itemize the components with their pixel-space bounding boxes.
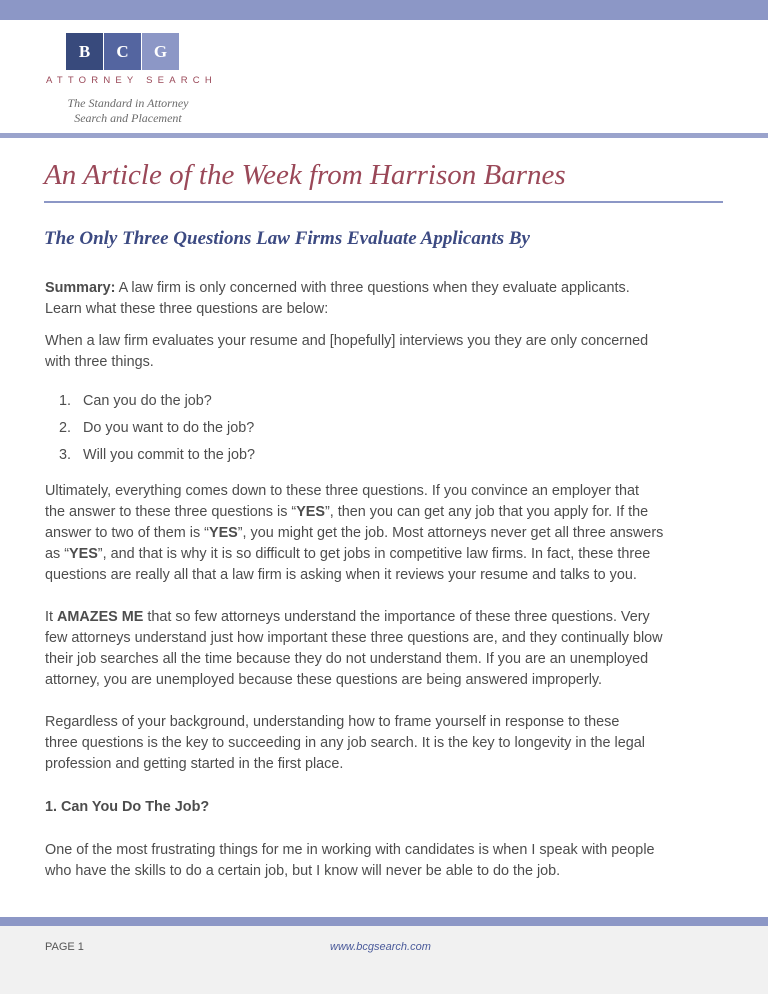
top-color-bar [0, 0, 768, 20]
logo-letter-g: G [142, 33, 179, 70]
paragraph-regardless: Regardless of your background, understanding how to frame yourself in response to these three questions is the key to succeeding in any job search. It is the key to longevity in the legal profession and getting started in the first place. [45, 714, 645, 772]
heading-divider [44, 201, 723, 203]
logo-subtitle: ATTORNEY SEARCH [46, 75, 217, 86]
paragraph-ultimately: Ultimately, everything comes down to these three questions. If you convince an employer that the answer to these three questions is “YES”, then you can get any job that you apply for. If the answer to two of them is “YES”, you might get the job. Most attorneys never get all three answers as “YES”, and that is why it is so difficult to get jobs in competitive law firms. In fact, these three questions are really all that a law firm is asking when it reviews your resume and talks to you. [45, 483, 664, 583]
list-item: 2. Do you want to do the job? [59, 420, 255, 436]
tagline-line-1: The Standard in Attorney [67, 96, 189, 110]
logo-tagline [48, 96, 208, 126]
page-number: PAGE 1 [45, 941, 84, 953]
list-item: 1. Can you do the job? [59, 393, 212, 409]
article-body [45, 278, 725, 882]
section-heading-can-you-do-the-job: 1. Can You Do The Job? [45, 799, 210, 815]
summary-label: Summary: [45, 280, 116, 296]
logo-letter-c: C [104, 33, 141, 70]
intro-paragraph: When a law firm evaluates your resume and [hopefully] interviews you they are only concerned with three things. [45, 333, 649, 370]
questions-list [45, 388, 725, 469]
bcg-logo [66, 33, 180, 70]
article-of-week-heading: An Article of the Week from Harrison Barnes [44, 159, 566, 191]
list-item: 3. Will you commit to the job? [59, 447, 255, 463]
summary-paragraph: Summary: A law firm is only concerned with three questions when they evaluate applicants. Learn what these three questions are below: [45, 280, 630, 317]
tagline-line-2: Search and Placement [74, 111, 182, 125]
article-title: The Only Three Questions Law Firms Evaluate Applicants By [44, 228, 530, 249]
footer-divider [0, 917, 768, 926]
header-divider [0, 133, 768, 138]
paragraph-amazes: It AMAZES ME that so few attorneys understand the importance of these three questions. Very few attorneys understand just how important these three questions are, and they continually blow their job searches all the time because they do not understand them. If you are an unemployed attorney, you are unemployed because these questions are being answered improperly. [45, 609, 663, 688]
website-link[interactable]: www.bcgsearch.com [330, 941, 431, 953]
footer [0, 926, 768, 994]
logo-letter-b: B [66, 33, 103, 70]
paragraph-frustrating: One of the most frustrating things for me in working with candidates is when I speak with people who have the skills to do a certain job, but I know will never be able to do the job. [45, 842, 655, 879]
